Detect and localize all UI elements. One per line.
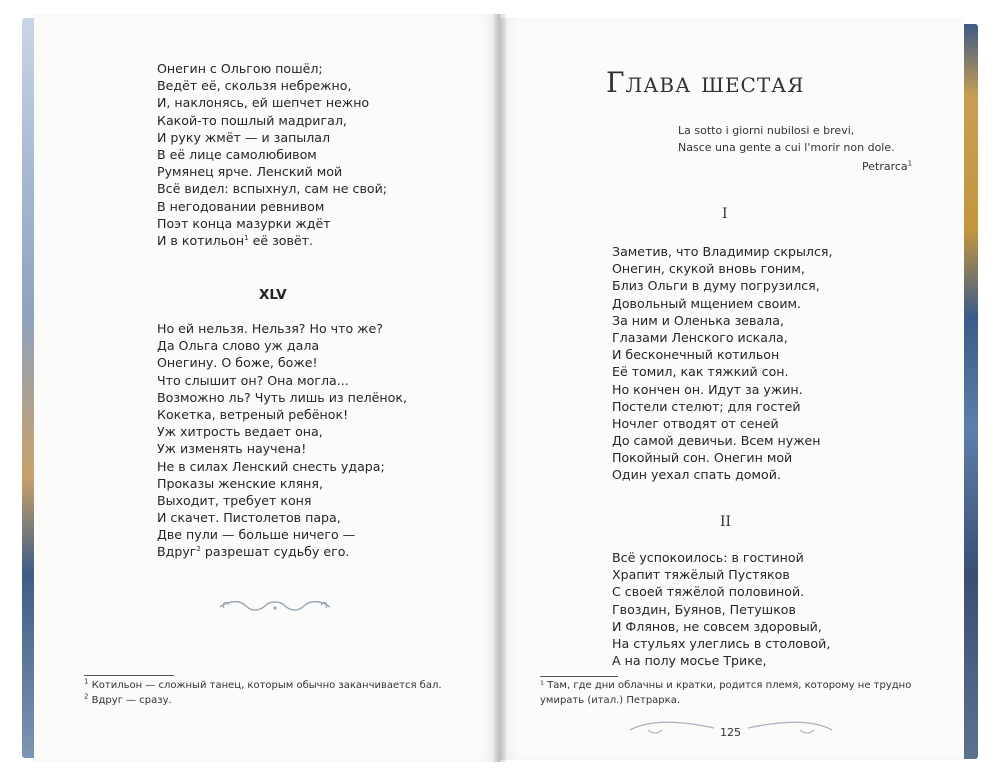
footnote-rule-right	[540, 676, 618, 677]
verse-top-line-9: В негодовании ревнивом	[157, 198, 325, 214]
verse-i-line-5: За ним и Оленька зевала,	[612, 312, 784, 328]
verse-xlv-line-8: Уж изменять научена!	[157, 441, 307, 457]
epigraph-line-2: Nasce una gente a cui l'morir non dole.	[678, 141, 895, 154]
verse-i-line-1: Заметив, что Владимир скрылся,	[612, 244, 833, 259]
verse-i-line-3: Близ Ольги в думу погрузился,	[612, 278, 820, 294]
verse-top-line-7: Румянец ярче. Ленский мой	[157, 164, 343, 180]
verse-xlv-line-12: И скачет. Пистолетов пара,	[157, 510, 341, 526]
footnote-right-line-2: умирать (итал.) Петрарка.	[540, 694, 681, 706]
verse-top-line-8: Всё видел: вспыхнул, сам не свой;	[157, 181, 388, 197]
verse-ii-line-5: И Флянов, не совсем здоровый,	[612, 618, 822, 634]
floral-ornament-icon	[216, 594, 334, 616]
verse-xlv-line-13: Две пули — больше ничего —	[157, 527, 356, 543]
stanza-heading-xlv: XLV	[259, 287, 287, 303]
epigraph	[678, 122, 895, 156]
verse-top-block	[157, 60, 387, 249]
epigraph-author: Petrarca$^1$	[862, 159, 913, 173]
verse-xlv-line-4: Что слышит он? Она могла...	[157, 372, 349, 388]
verse-xlv-line-6: Кокетка, ветреный ребёнок!	[157, 406, 349, 422]
verse-top-line-10: Поэт конца мазурки ждёт	[157, 215, 331, 231]
verse-i-line-7: И бесконечный котильон	[612, 347, 780, 363]
verse-i-line-11: Ночлег отводят от сеней	[612, 415, 779, 431]
verse-top-line-5: И руку жмёт — и запылал	[157, 129, 331, 145]
verse-i-line-8: Её томил, как тяжкий сон.	[612, 364, 789, 380]
verse-xlv-line-1: Но ей нельзя. Нельзя? Но что же?	[157, 321, 383, 336]
stanza-heading-ii: II	[720, 514, 732, 530]
verse-top-line-last: И в котильон$^1$ её зовёт.	[157, 232, 313, 248]
verse-ii-line-6: На стульях улеглись в столовой,	[612, 635, 831, 651]
verse-xlv-line-3: Онегину. О боже, боже!	[157, 355, 318, 371]
footnotes-right	[540, 679, 930, 708]
verse-stanza-xlv	[157, 320, 407, 561]
footnote-2: $^2$ Вдруг — сразу.	[84, 692, 172, 706]
verse-ii-line-4: Гвоздин, Буянов, Петушков	[612, 601, 796, 617]
verse-xlv-line-7: Уж хитрость ведает она,	[157, 424, 323, 440]
verse-i-line-6: Глазами Ленского искала,	[612, 329, 788, 345]
verse-i-line-13: Покойный сон. Онегин мой	[612, 450, 793, 466]
verse-stanza-ii	[612, 549, 830, 669]
verse-top-line-1: Онегин с Ольгою пошёл;	[157, 61, 323, 76]
verse-ii-line-2: Храпит тяжёлый Пустяков	[612, 567, 790, 583]
verse-i-line-2: Онегин, скукой вновь гоним,	[612, 261, 805, 277]
verse-i-line-10: Постели стелют; для гостей	[612, 398, 801, 414]
verse-top-line-2: Ведёт её, скользя небрежно,	[157, 78, 352, 94]
verse-ii-line-3: С своей тяжёлой половиной.	[612, 584, 805, 600]
footnotes-left	[84, 679, 442, 708]
verse-xlv-line-5: Возможно ль? Чуть лишь из пелёнок,	[157, 389, 407, 405]
page-ornament-left-icon	[628, 718, 716, 738]
verse-xlv-line-10: Проказы женские кляня,	[157, 475, 323, 491]
verse-ii-line-1: Всё успокоилось: в гостиной	[612, 550, 804, 565]
verse-stanza-i	[612, 243, 832, 484]
verse-top-line-3: И, наклонясь, ей шепчет нежно	[157, 95, 370, 111]
page-number: 125	[720, 726, 741, 739]
verse-top-line-4: Какой-то пошлый мадригал,	[157, 112, 347, 128]
verse-xlv-line-11: Выходит, требует коня	[157, 492, 312, 508]
verse-xlv-line-last: Вдруг$^2$ разрешат судьбу его.	[157, 544, 350, 560]
verse-i-line-12: До самой девичьи. Всем нужен	[612, 433, 821, 449]
footnote-rule	[84, 675, 174, 676]
chapter-title: Глава шестая	[606, 66, 805, 99]
verse-ii-line-7: А на полу мосье Трике,	[612, 653, 767, 669]
footnote-1: $^1$ Котильон — сложный танец, которым обычно заканчивается бал.	[84, 677, 442, 691]
verse-xlv-line-9: Не в силах Ленский снесть удара;	[157, 458, 385, 474]
verse-i-line-4: Довольный мщением своим.	[612, 295, 802, 311]
book-spine-gutter	[494, 14, 506, 762]
epigraph-line-1: La sotto i giorni nubilosi e brevi,	[678, 124, 855, 137]
footnote-right-line-1: ¹ Там, где дни облачны и кратки, родится племя, которому не трудно	[540, 680, 912, 691]
verse-i-line-14: Один уехал спать домой.	[612, 467, 781, 483]
stanza-heading-i: I	[722, 206, 728, 222]
page-ornament-right-icon	[746, 718, 834, 738]
verse-xlv-line-2: Да Ольга слово уж дала	[157, 338, 320, 354]
verse-i-line-9: Но кончен он. Идут за ужин.	[612, 381, 803, 397]
verse-top-line-6: В её лице самолюбивом	[157, 146, 317, 162]
